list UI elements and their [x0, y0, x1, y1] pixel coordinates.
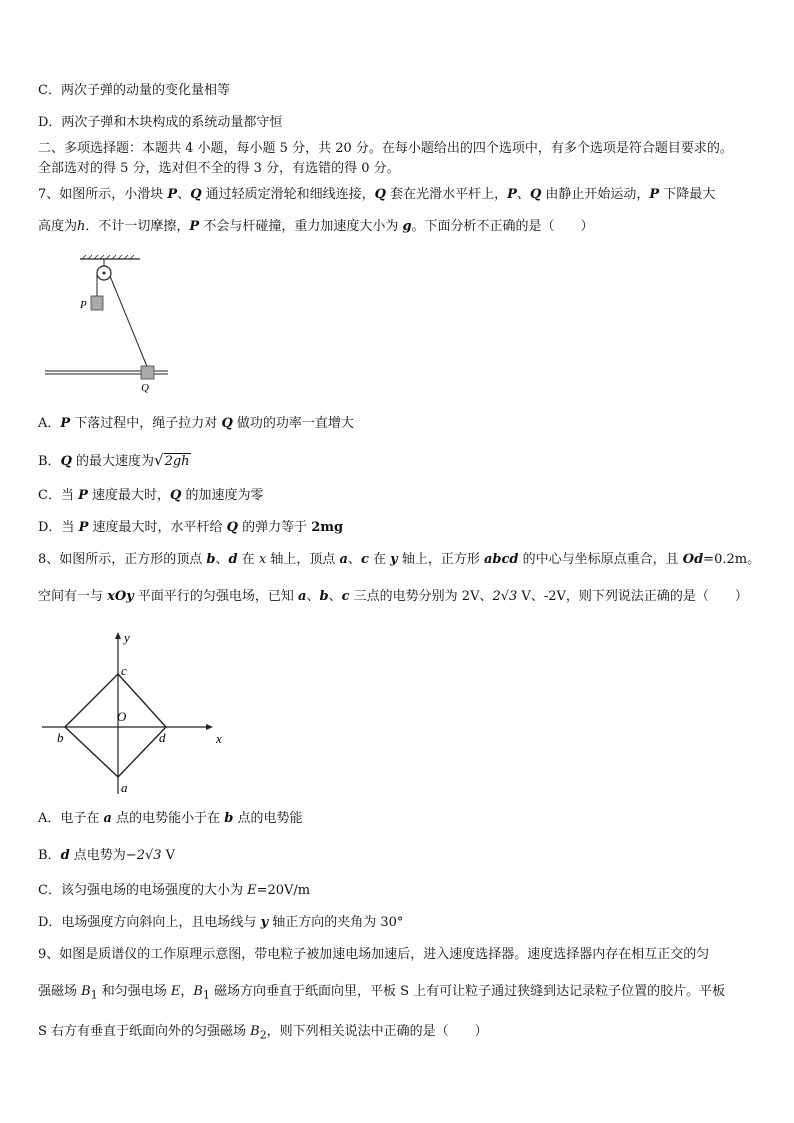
q7-option-a: A．P 下落过程中，绳子拉力对 Q 做功的功率一直增大	[38, 416, 354, 431]
label-c: c	[121, 663, 127, 678]
label-origin: O	[117, 709, 127, 724]
block-p	[91, 296, 103, 310]
label-x: x	[216, 731, 222, 746]
q7-option-c: C．当 P 速度最大时，Q 的加速度为零	[38, 488, 264, 503]
section-heading-line2: 全部选对的得 5 分，选对但不全的得 3 分，有选错的得 0 分。	[38, 161, 400, 176]
q9-stem-line2: 强磁场 $B_1$ 和匀强电场 E，$B_1$ 磁场方向垂直于纸面向里，平板 S 上有可让粒子通过狭缝到达记录粒子位置的胶片。平板	[38, 984, 726, 1002]
string-to-q	[110, 276, 148, 369]
label-q: Q	[141, 382, 149, 394]
label-a: a	[121, 780, 128, 795]
q8-stem-line1: 8、如图所示，正方形的顶点 b、d 在 x 轴上，顶点 a、c 在 y 轴上，正方形 abcd 的中心与坐标原点重合，且 Od=0.2m。	[38, 552, 761, 567]
block-q	[141, 366, 154, 379]
q8-option-b: B．d 点电势为−2√3 V	[38, 848, 176, 863]
ceiling-hatch	[82, 255, 134, 259]
label-p: P	[80, 299, 87, 311]
q8-stem-line2: 空间有一与 xOy 平面平行的匀强电场，已知 a、b、c 三点的电势分别为 2V、2√3 V、-2V，则下列说法正确的是（ ）	[38, 589, 748, 604]
q8-option-d: D．电场强度方向斜向上，且电场线与 y 轴正方向的夹角为 30°	[38, 915, 404, 930]
q7-option-b: B．Q 的最大速度为√2gh	[38, 451, 190, 469]
label-y: y	[124, 630, 130, 645]
square-abcd	[65, 674, 166, 777]
q7-figure	[40, 250, 180, 400]
label-b: b	[57, 730, 64, 745]
section-heading-line1: 二、多项选择题：本题共 4 小题，每小题 5 分，共 20 分。在每小题给出的四个选项中，有多个选项是符合题目要求的。	[38, 141, 733, 156]
q7-stem-line1: 7、如图所示，小滑块 P、Q 通过轻质定滑轮和细线连接，Q 套在光滑水平杆上，P、Q 由静止开始运动，P 下降最大	[38, 187, 716, 202]
option-c-prev: C．两次子弹的动量的变化量相等	[38, 83, 230, 98]
q8-figure	[38, 628, 238, 798]
option-d-prev: D．两次子弹和木块构成的系统动量都守恒	[38, 115, 283, 130]
label-d: d	[159, 730, 166, 745]
q9-stem-line1: 9、如图是质谱仪的工作原理示意图，带电粒子被加速电场加速后，进入速度选择器。速度选择器内存在相互正交的匀	[38, 947, 710, 962]
q8-option-a: A．电子在 a 点的电势能小于在 b 点的电势能	[38, 811, 303, 826]
q7-stem-line2: 高度为h．不计一切摩擦，P 不会与杆碰撞，重力加速度大小为 g。下面分析不正确的是（ ）	[38, 219, 594, 234]
q7-option-d: D．当 P 速度最大时，水平杆给 Q 的弹力等于 2mg	[38, 520, 344, 535]
q9-stem-line3: S 右方有垂直于纸面向外的匀强磁场 $B_2$，则下列相关说法中正确的是（ ）	[38, 1024, 488, 1042]
q8-option-c: C．该匀强电场的电场强度的大小为 E=20V/m	[38, 883, 311, 898]
